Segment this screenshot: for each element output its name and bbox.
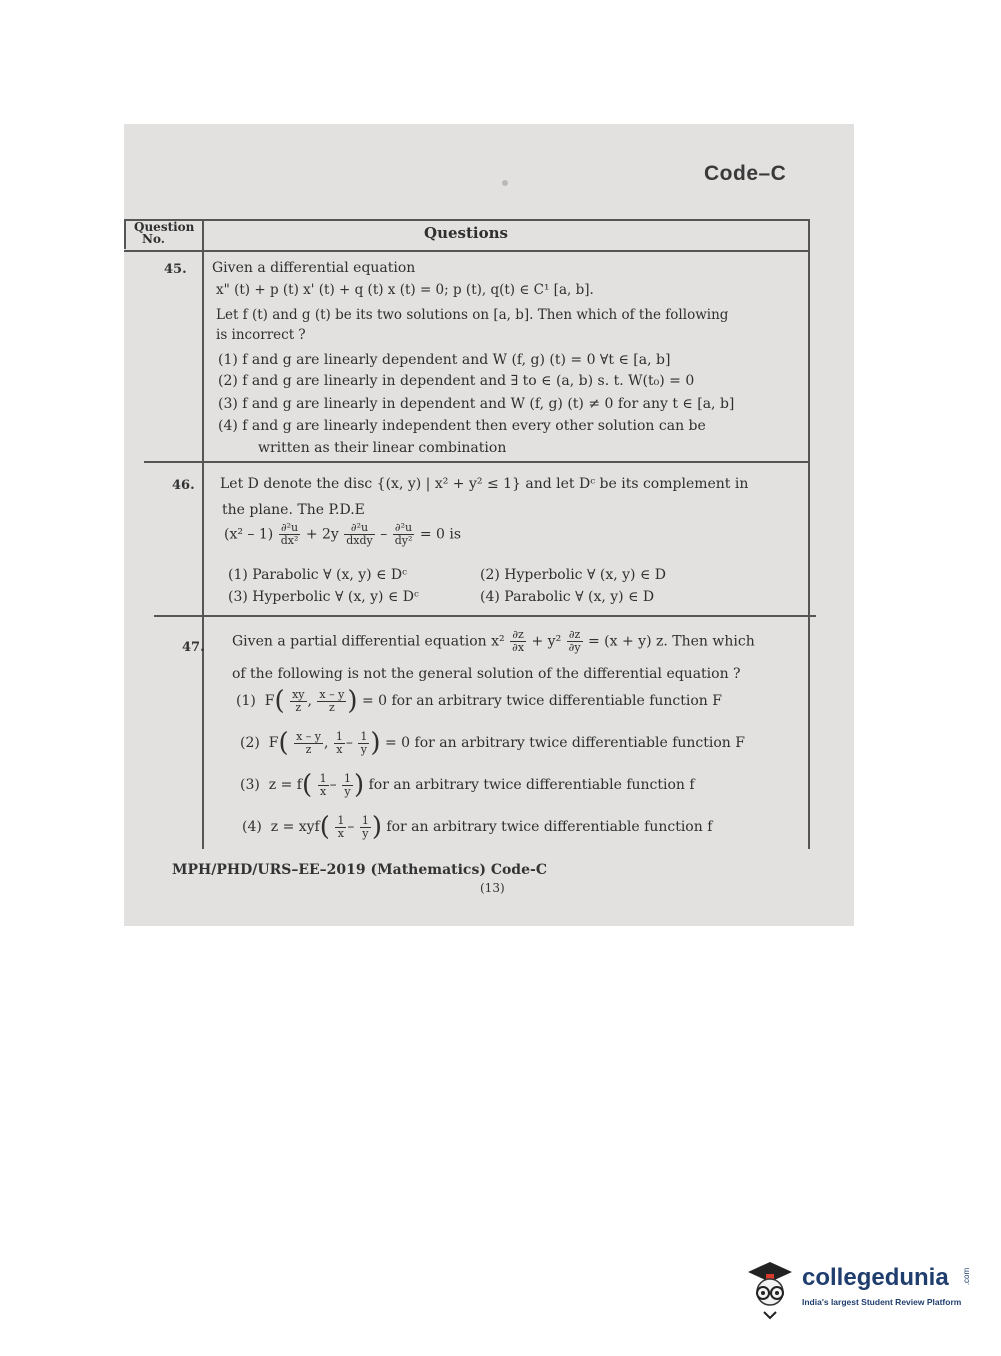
q45-line3: Let f (t) and g (t) be its two solutions on [a, b]. Then which of the following (216, 307, 729, 323)
q47-opt2-frac-b (334, 731, 345, 756)
q47-opt4-frac-a (335, 815, 346, 840)
q46-eq-f1-den: dx² (280, 534, 299, 547)
q46-eq-fraction-1 (279, 522, 301, 547)
q47-opt1-b-num: x – y (319, 687, 345, 701)
q47-opt1-a-num: xy (292, 687, 305, 701)
exam-page-photo (124, 124, 854, 926)
q47-opt1-b-den: z (328, 700, 335, 714)
q47-opt3-tail: for an arbitrary twice differentiable function f (368, 777, 695, 793)
question-number-45: 45. (164, 262, 187, 277)
q46-equation (224, 522, 461, 547)
q47-opt2-a-num: x – y (296, 729, 321, 743)
q47-opt4-a-den: x (337, 826, 344, 840)
q47-option-4: (4) z = xyf( $\frac{1}{x}$ – $\frac{1}{y}$ ) for an arbitrary twice differentiable function f (242, 812, 713, 842)
q45-option-4b: written as their linear combination (258, 440, 507, 456)
q47-opt1-tail: = 0 for an arbitrary twice differentiable function F (361, 693, 722, 709)
q47-opt3-a-num: 1 (319, 771, 327, 785)
q47-opt1-label: (1) (236, 693, 256, 709)
q47-option-3: (3) z = f( $\frac{1}{x}$ – $\frac{1}{y}$ ) for an arbitrary twice differentiable function f (240, 770, 695, 800)
q46-eq-f3-den: dy² (394, 534, 413, 547)
q47-opt1-a-den: z (295, 700, 302, 714)
q46-option-1: (1) Parabolic ∀ (x, y) ∈ Dᶜ (228, 567, 407, 583)
q46-eq-mid: + 2y (305, 526, 339, 543)
q47-opt2-b-num: 1 (335, 729, 343, 743)
q47-opt2-F: F (268, 735, 279, 751)
q46-eq-minus: – (380, 526, 388, 543)
q47-opt2-b-den: x (336, 742, 343, 756)
q46-line2: the plane. The P.D.E (222, 502, 365, 518)
q47-dzdx-den: ∂x (512, 641, 525, 654)
q46-line1: Let D denote the disc {(x, y) | x² + y² ≤ 1} and let Dᶜ be its complement in (220, 476, 749, 492)
q45-option-2: (2) f and g are linearly in dependent and ∃ to ∈ (a, b) s. t. W(t₀) = 0 (218, 373, 695, 389)
q47-line1-pre: Given a partial differential equation x² (232, 633, 505, 650)
q47-opt3-lparen: ( (301, 770, 313, 800)
q47-opt1-frac-a (290, 689, 306, 714)
q47-opt4-b-den: y (362, 826, 369, 840)
q47-opt3-label: (3) (240, 777, 260, 793)
q47-opt2-frac-c (358, 731, 369, 756)
student-mascot-icon (744, 1260, 796, 1320)
q47-dz-dy (567, 629, 583, 654)
table-header-divider (124, 250, 810, 252)
q47-opt4-lparen: ( (319, 812, 330, 842)
q47-opt4-a-num: 1 (337, 813, 345, 827)
q47-dz-dx (510, 629, 526, 654)
q47-opt4-tail: for an arbitrary twice differentiable function f (386, 819, 713, 835)
question-number-47: 47. (182, 640, 205, 655)
column-header-qno-line1: Question (134, 220, 195, 234)
q47-dzdx-num: ∂z (510, 629, 526, 642)
q46-eq-suffix: = 0 is (419, 526, 462, 543)
q47-opt1-lparen: ( (274, 686, 285, 716)
table-column-divider (202, 219, 204, 849)
q47-opt1-rparen: ) (347, 686, 358, 716)
q45-option-1: (1) f and g are linearly dependent and W (f, g) (t) = 0 ∀t ∈ [a, b] (218, 352, 671, 368)
paper-mark (502, 180, 508, 186)
q47-opt3-b-den: y (344, 784, 351, 798)
q46-eq-f1-num: ∂²u (279, 522, 301, 535)
row-divider-45-46 (144, 461, 810, 463)
q47-opt4-rparen: ) (371, 812, 382, 842)
q46-option-2: (2) Hyperbolic ∀ (x, y) ∈ D (480, 567, 666, 583)
logo-name: collegedunia (802, 1264, 949, 1291)
q47-opt3-a-den: x (319, 784, 327, 798)
q45-line4: is incorrect ? (216, 327, 306, 343)
column-header-qno-line2: No. (142, 232, 165, 246)
table-right-border (808, 219, 810, 849)
q47-opt4-frac-b (360, 815, 371, 840)
row-divider-46-47 (154, 615, 816, 617)
q47-opt1-frac-b (317, 689, 346, 714)
q47-opt2-tail: = 0 for an arbitrary twice differentiable function F (384, 735, 745, 751)
q45-line1: Given a differential equation (212, 260, 416, 276)
q47-opt2-rparen: ) (370, 728, 381, 758)
q47-opt2-lparen: ( (278, 728, 289, 758)
q46-option-3: (3) Hyperbolic ∀ (x, y) ∈ Dᶜ (228, 589, 419, 605)
q47-opt1-F: F (264, 693, 275, 709)
q47-opt4-b-num: 1 (361, 813, 369, 827)
q47-opt4-label: (4) (242, 819, 262, 835)
table-left-rule (124, 219, 126, 249)
collegedunia-logo[interactable] (744, 1252, 974, 1322)
column-header-questions: Questions (424, 224, 508, 242)
q45-option-3: (3) f and g are linearly in dependent and W (f, g) (t) ≠ 0 for any t ∈ [a, b] (218, 396, 735, 412)
q47-opt2-a-den: z (305, 742, 312, 756)
q47-dzdy-num: ∂z (567, 629, 583, 642)
q47-opt2-frac-a (294, 731, 323, 756)
q47-option-1: (1) F( $\frac{xy}{z}$ , $\frac{x - y}{z}$ ) = 0 for an arbitrary twice differentiable function F (236, 686, 722, 716)
q47-opt4-pre: z = xyf (270, 819, 320, 835)
q47-opt3-b-num: 1 (344, 771, 352, 785)
q46-eq-fraction-2 (344, 522, 375, 547)
q46-eq-f2-den: dxdy (346, 534, 373, 547)
q47-opt2-c-den: y (360, 742, 367, 756)
q45-line2: x" (t) + p (t) x' (t) + q (t) x (t) = 0; p (t), q(t) ∈ C¹ [a, b]. (216, 282, 594, 298)
q46-eq-f2-num: ∂²u (344, 522, 375, 535)
logo-tagline: India's largest Student Review Platform (802, 1297, 962, 1307)
q47-opt3-pre: z = f (268, 777, 302, 793)
q47-line1-post: = (x + y) z. Then which (588, 633, 755, 650)
q46-eq-fraction-3 (393, 522, 415, 547)
q47-opt2-label: (2) (240, 735, 260, 751)
page-number: (13) (480, 881, 505, 895)
q46-eq-prefix: (x² – 1) (224, 526, 274, 543)
q47-line1 (232, 629, 755, 654)
q46-option-4: (4) Parabolic ∀ (x, y) ∈ D (480, 589, 655, 605)
q47-plus-y2: + y² (531, 633, 562, 650)
q47-opt3-rparen: ) (354, 770, 365, 800)
q47-opt3-frac-b (342, 773, 353, 798)
table-top-border (124, 219, 810, 221)
q47-option-2: (2) F( $\frac{x - y}{z}$ , $\frac{1}{x}$ – $\frac{1}{y}$ ) = 0 for an arbitrary twice differentiable function F (240, 728, 745, 758)
q45-option-4a: (4) f and g are linearly independent then every other solution can be (218, 418, 706, 434)
question-number-46: 46. (172, 478, 195, 493)
logo-suffix: .com (962, 1267, 972, 1286)
q47-opt3-frac-a (318, 773, 329, 798)
code-header: Code–C (704, 162, 787, 185)
q47-dzdy-den: ∂y (568, 641, 581, 654)
q47-opt2-c-num: 1 (360, 729, 368, 743)
column-header-qno (134, 221, 194, 245)
footer-title: MPH/PHD/URS–EE–2019 (Mathematics) Code-C (172, 862, 547, 878)
q46-eq-f3-num: ∂²u (393, 522, 415, 535)
q47-line2: of the following is not the general solution of the differential equation ? (232, 666, 741, 682)
